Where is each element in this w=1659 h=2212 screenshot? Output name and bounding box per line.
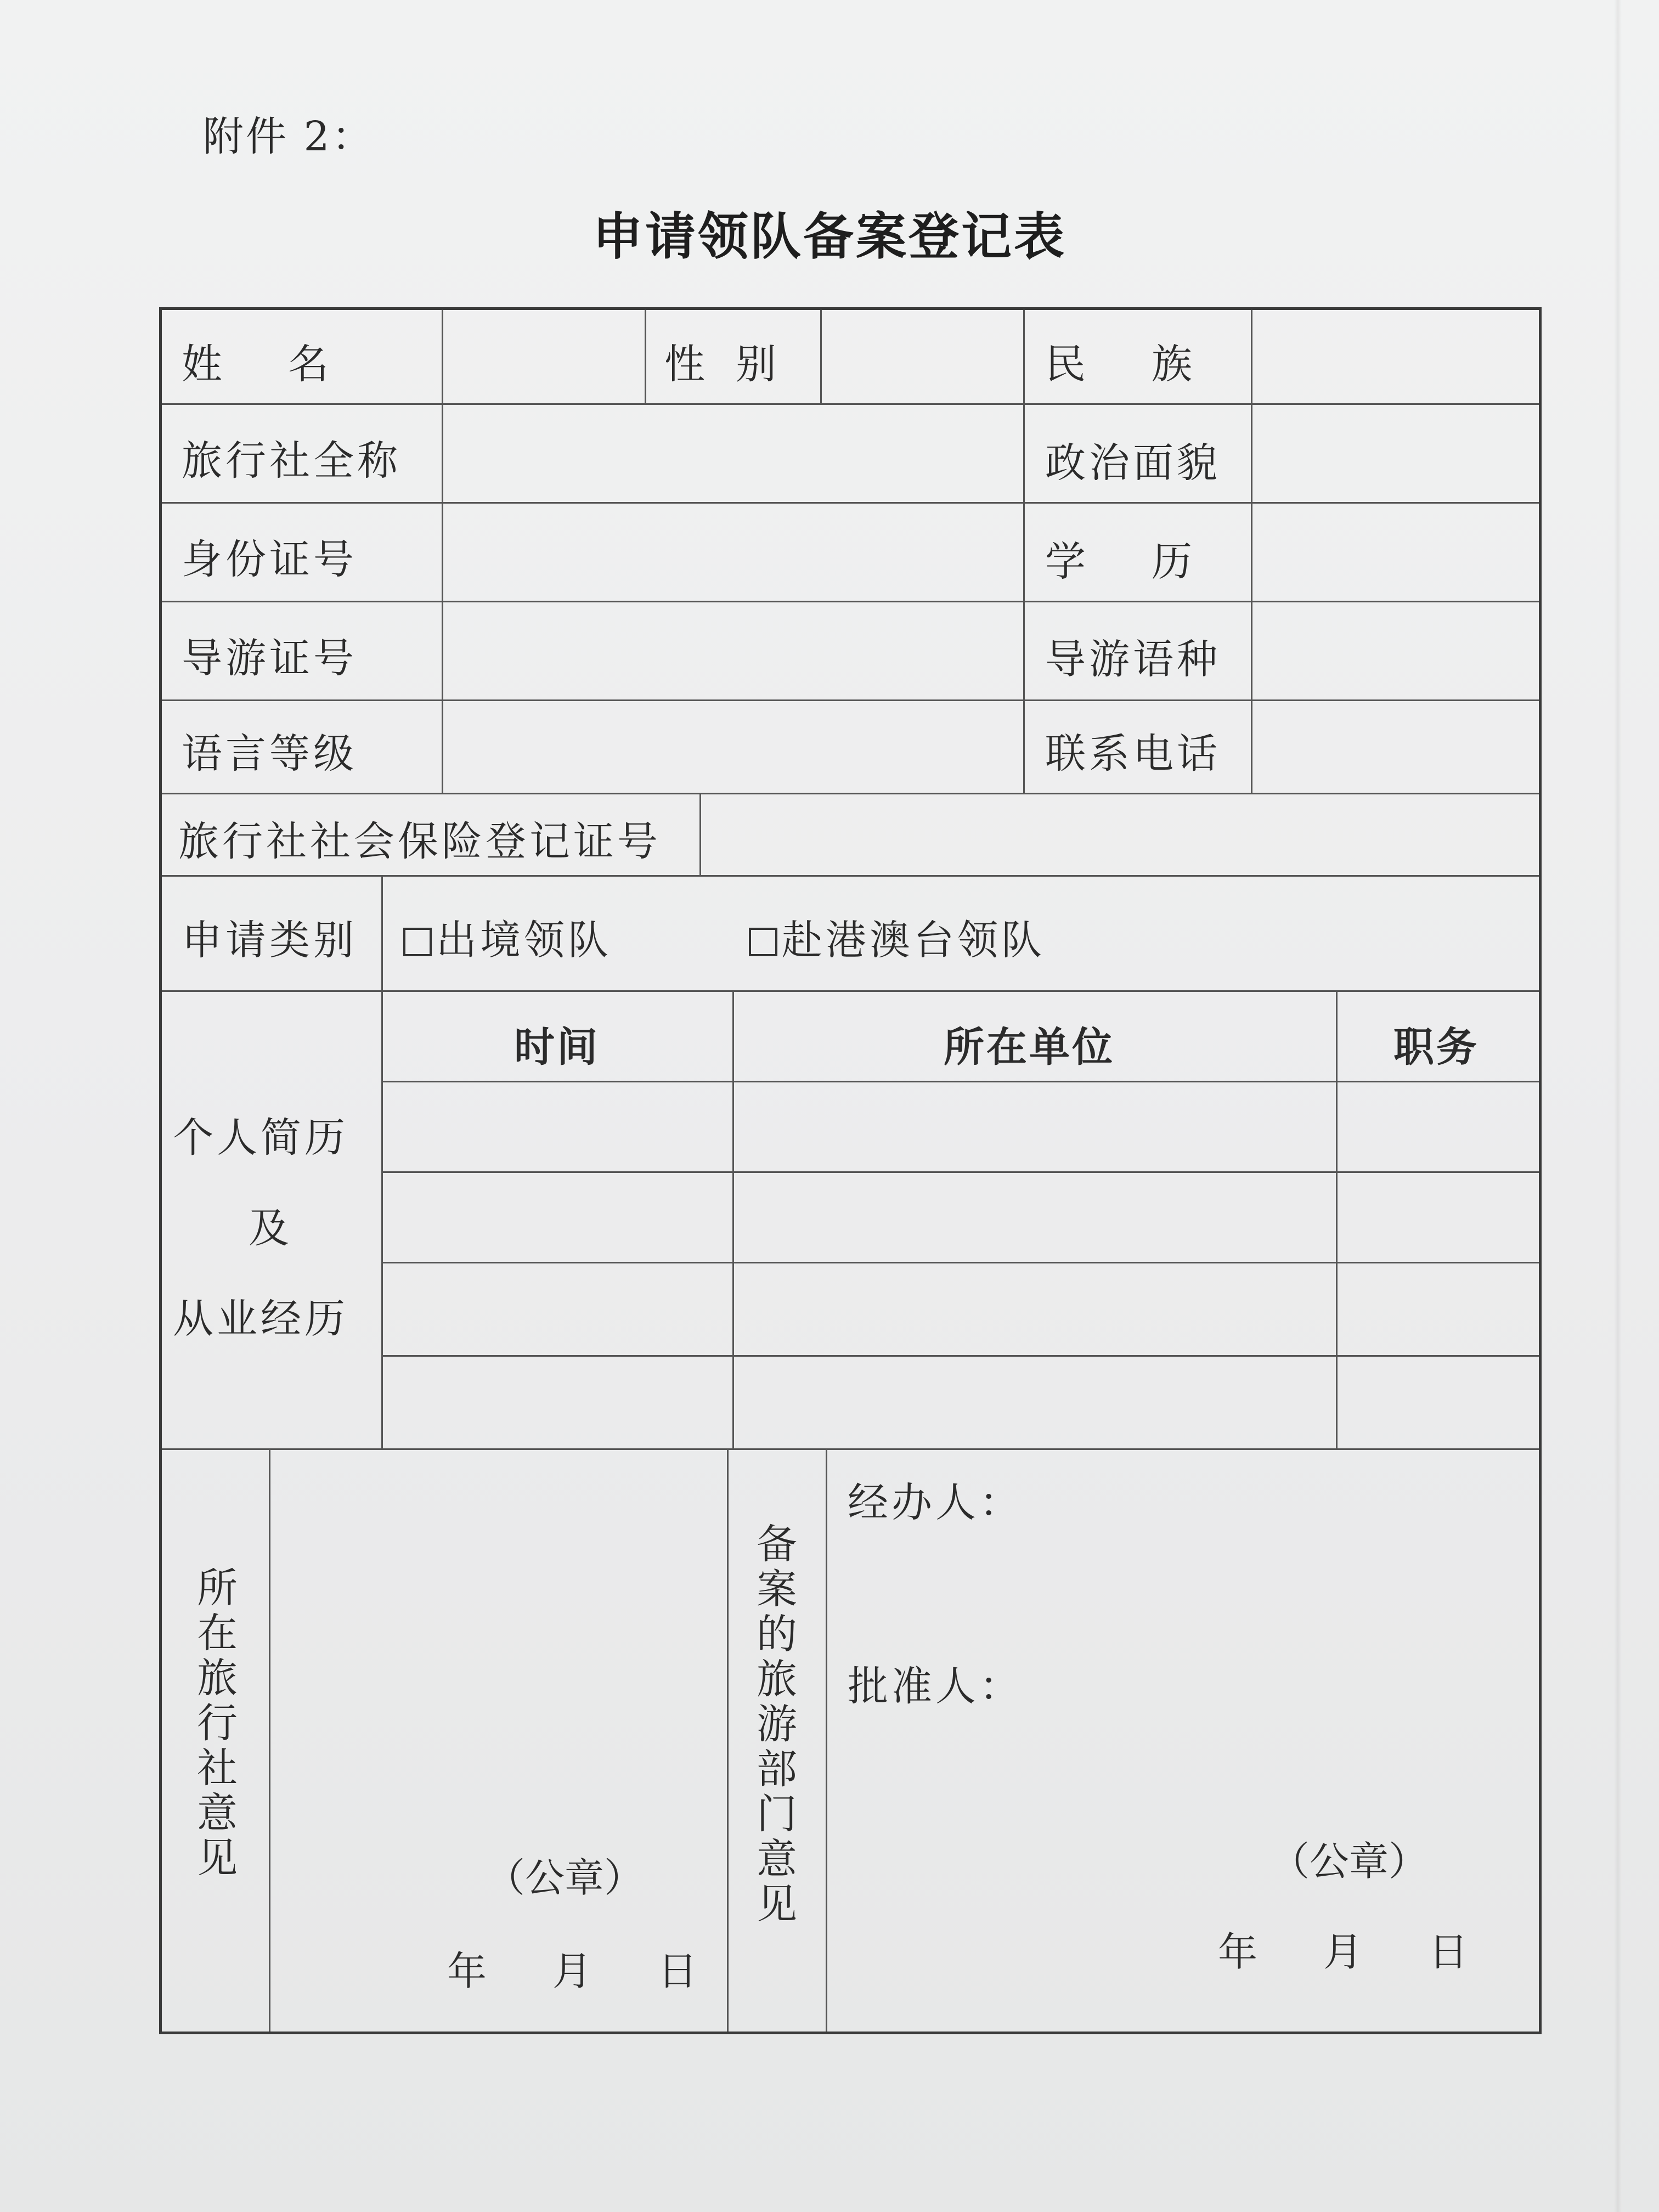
resume-col-time: 时间: [514, 1024, 600, 1071]
row-divider: [162, 1448, 1539, 1450]
ethnicity-label: 民族: [1045, 341, 1258, 388]
guide-cert-label: 导游证号: [182, 635, 357, 682]
resume-col-employer: 所在单位: [944, 1024, 1115, 1071]
row-divider: [162, 403, 1539, 405]
resume-row-divider: [381, 1081, 1539, 1082]
resume-label-line3: 从业经历: [173, 1295, 348, 1342]
guide-language-label: 导游语种: [1045, 636, 1221, 683]
col-divider: [442, 310, 443, 793]
col-divider: [1023, 310, 1025, 793]
col-divider: [269, 1448, 270, 2032]
row-divider: [162, 793, 1539, 794]
row-divider: [162, 990, 1539, 992]
category-option-hk-macao-taiwan[interactable]: 赴港澳台领队: [749, 908, 1045, 966]
row-divider: [162, 601, 1539, 602]
agency-full-name-label: 旅行社全称: [182, 437, 401, 484]
resume-col-position: 职务: [1393, 1024, 1479, 1071]
social-insurance-label: 旅行社社会保险登记证号: [178, 818, 661, 865]
col-divider: [1336, 990, 1338, 1448]
education-label: 学历: [1045, 538, 1258, 585]
gender-label: 性别: [664, 341, 807, 388]
category-option-outbound[interactable]: 出境领队: [403, 908, 612, 966]
attachment-label: 附件 2：: [203, 113, 375, 160]
checkbox-outbound[interactable]: [403, 928, 432, 956]
row-divider: [162, 502, 1539, 504]
col-divider: [732, 990, 734, 1448]
registration-form-table: [159, 307, 1542, 2034]
category-label: 申请类别: [182, 917, 357, 964]
resume-row-divider: [381, 1171, 1539, 1173]
id-number-label: 身份证号: [182, 536, 357, 583]
col-divider: [699, 793, 701, 875]
agency-seal: （公章）: [486, 1855, 644, 1901]
checkbox-hk-macao-taiwan[interactable]: [749, 928, 777, 956]
agency-date: 年 月 日: [447, 1948, 698, 1994]
language-level-label: 语言等级: [182, 730, 357, 777]
resume-label-line2: 及: [249, 1205, 292, 1252]
political-status-label: 政治面貌: [1045, 439, 1221, 487]
resume-label-line1: 个人简历: [173, 1114, 348, 1161]
row-divider: [162, 875, 1539, 877]
col-divider: [820, 310, 822, 403]
col-divider: [826, 1448, 827, 2032]
page-title: 申请领队备案登记表: [592, 207, 1066, 266]
name-label: 姓名: [182, 341, 394, 388]
tourism-date: 年 月 日: [1218, 1929, 1469, 1975]
col-divider: [645, 310, 646, 403]
handler-label: 经办人：: [848, 1479, 1023, 1526]
agency-opinion-label: 所在旅行社意见: [190, 1566, 238, 1881]
resume-row-divider: [381, 1262, 1539, 1263]
tourism-opinion-label: 备案的旅游部门意见: [750, 1522, 797, 1927]
paper-fold-shadow: [1614, 0, 1622, 2212]
col-divider: [381, 875, 383, 1448]
resume-row-divider: [381, 1355, 1539, 1357]
tourism-seal: （公章）: [1270, 1838, 1429, 1884]
row-divider: [162, 699, 1539, 701]
approver-label: 批准人：: [848, 1663, 1023, 1710]
phone-label: 联系电话: [1045, 730, 1221, 777]
